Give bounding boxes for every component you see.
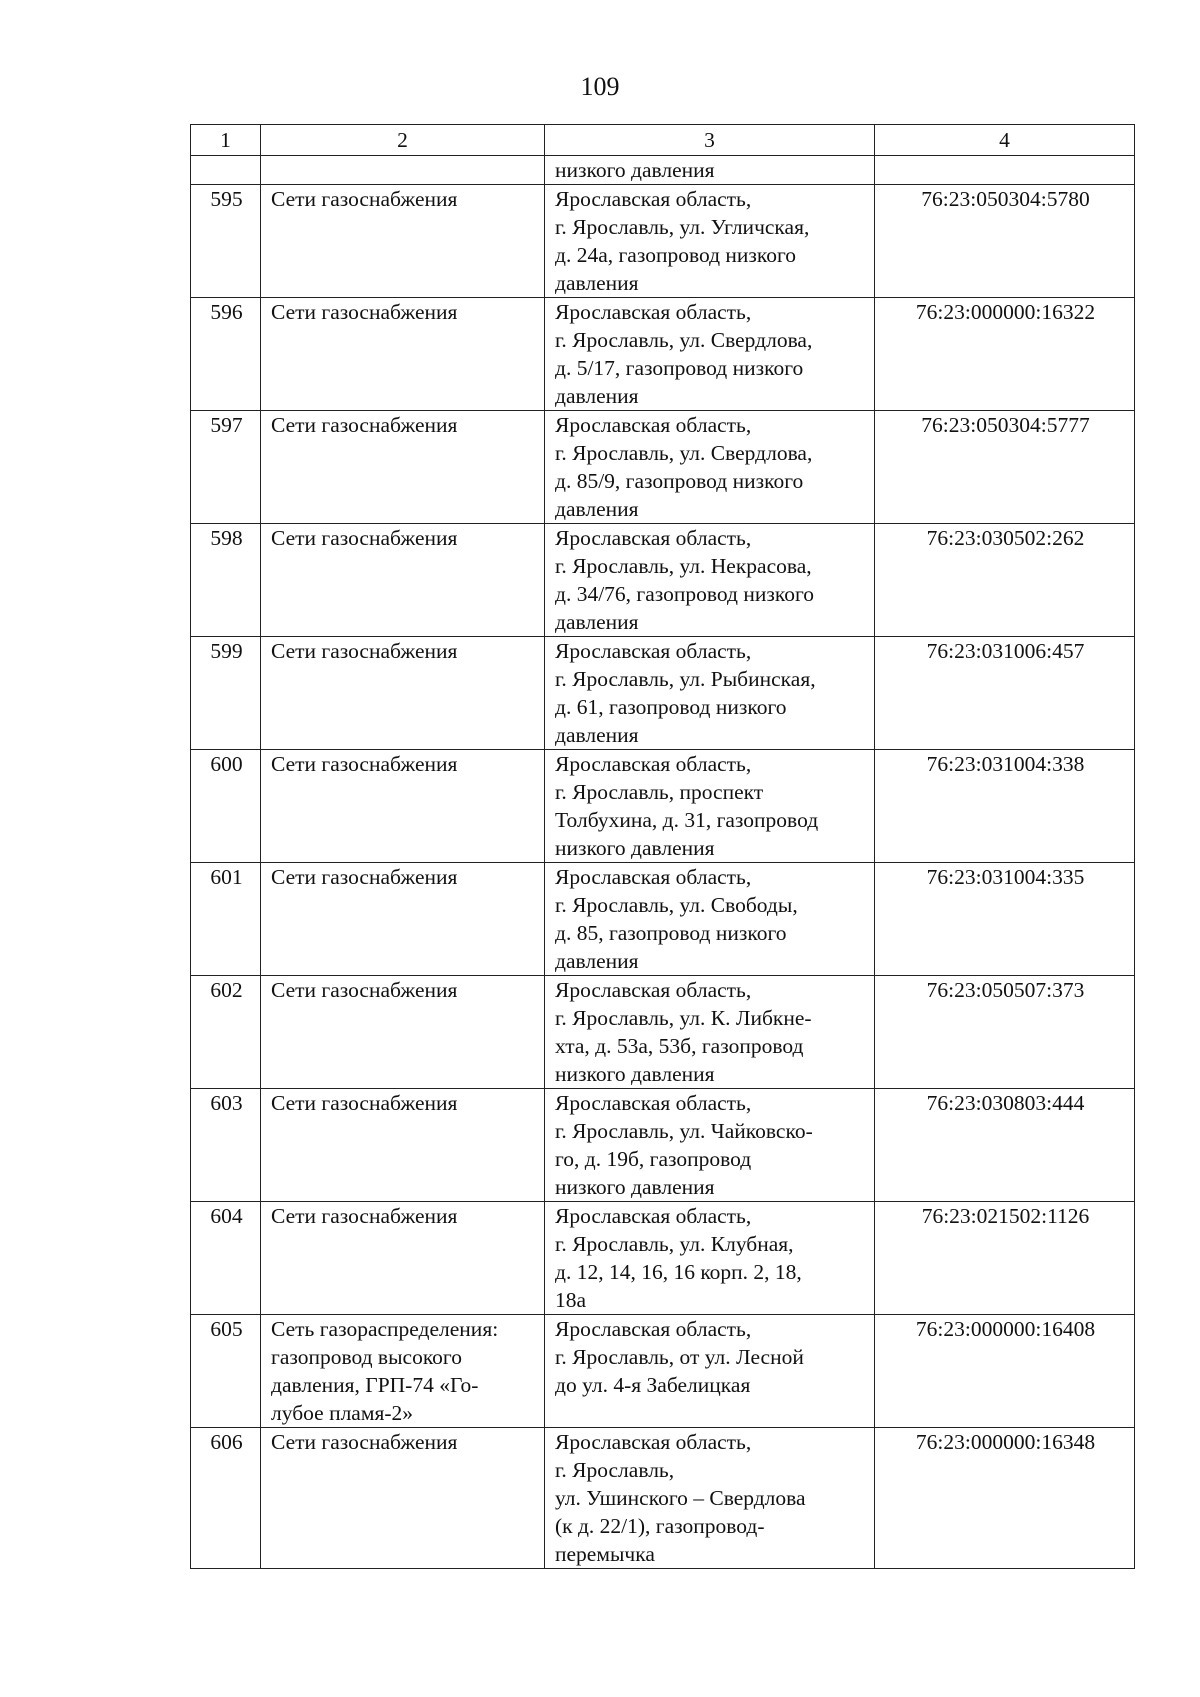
row-number-cell: 597 (191, 411, 261, 524)
address-cell (545, 750, 875, 863)
address-line: Толбухина, д. 31, газопровод (555, 808, 819, 832)
address-cell (545, 524, 875, 637)
object-name-cell (261, 411, 545, 524)
row-number-cell: 598 (191, 524, 261, 637)
carryover-address-line: низкого давления (555, 158, 715, 182)
table-row (191, 1089, 1135, 1202)
address-line: г. Ярославль, ул. Некрасова, (555, 554, 812, 578)
address-cell (545, 863, 875, 976)
table-row (191, 185, 1135, 298)
address-line: г. Ярославль, ул. Свердлова, (555, 441, 813, 465)
table-row (191, 1315, 1135, 1428)
cadastral-number-cell: 76:23:000000:16322 (875, 298, 1135, 411)
row-number-cell: 600 (191, 750, 261, 863)
address-line: Ярославская область, (555, 1204, 752, 1228)
carryover-name-cell (261, 156, 545, 185)
object-name-line: Сети газоснабжения (271, 639, 458, 663)
address-line: Ярославская область, (555, 300, 752, 324)
register-body (191, 156, 1135, 1569)
object-name-line: Сети газоснабжения (271, 187, 458, 211)
table-row (191, 1428, 1135, 1569)
address-line: 18а (555, 1288, 587, 1312)
row-number-cell: 603 (191, 1089, 261, 1202)
cadastral-number-cell: 76:23:031004:338 (875, 750, 1135, 863)
cadastral-number-cell: 76:23:050304:5780 (875, 185, 1135, 298)
address-cell (545, 411, 875, 524)
table-row (191, 863, 1135, 976)
address-line: д. 12, 14, 16, 16 корп. 2, 18, (555, 1260, 802, 1284)
row-number-cell: 599 (191, 637, 261, 750)
object-name-line: Сети газоснабжения (271, 413, 458, 437)
table-row (191, 637, 1135, 750)
address-cell (545, 1315, 875, 1428)
object-name-cell (261, 298, 545, 411)
row-number-cell: 595 (191, 185, 261, 298)
address-line: низкого давления (555, 1062, 715, 1086)
table-row (191, 750, 1135, 863)
object-name-cell (261, 185, 545, 298)
address-line: г. Ярославль, ул. К. Либкне- (555, 1006, 812, 1030)
object-name-line: газопровод высокого (271, 1345, 462, 1369)
address-line: до ул. 4-я Забелицкая (555, 1373, 751, 1397)
row-number-cell: 606 (191, 1428, 261, 1569)
table-row (191, 1202, 1135, 1315)
address-line: г. Ярославль, (555, 1458, 675, 1482)
address-cell (545, 637, 875, 750)
address-line: д. 85/9, газопровод низкого (555, 469, 804, 493)
property-register-table (190, 124, 1135, 1569)
object-name-line: Сети газоснабжения (271, 526, 458, 550)
cadastral-number-cell: 76:23:030803:444 (875, 1089, 1135, 1202)
address-line: г. Ярославль, от ул. Лесной (555, 1345, 804, 1369)
object-name-cell (261, 1428, 545, 1569)
carryover-address-cell (545, 156, 875, 185)
address-line: д. 24а, газопровод низкого (555, 243, 797, 267)
address-line: давления (555, 949, 639, 973)
object-name-line: Сети газоснабжения (271, 1204, 458, 1228)
address-line: Ярославская область, (555, 1317, 752, 1341)
address-line: г. Ярославль, ул. Свердлова, (555, 328, 813, 352)
object-name-line: давления, ГРП-74 «Го- (271, 1373, 479, 1397)
address-cell (545, 298, 875, 411)
address-line: Ярославская область, (555, 1091, 752, 1115)
address-line: (к д. 22/1), газопровод- (555, 1514, 765, 1538)
address-line: ул. Ушинского – Свердлова (555, 1486, 806, 1510)
object-name-cell (261, 750, 545, 863)
row-number-cell: 596 (191, 298, 261, 411)
column-header-1: 1 (191, 125, 261, 156)
address-line: Ярославская область, (555, 865, 752, 889)
row-number-cell: 605 (191, 1315, 261, 1428)
object-name-line: Сети газоснабжения (271, 1091, 458, 1115)
row-number-cell: 601 (191, 863, 261, 976)
address-cell (545, 1089, 875, 1202)
address-line: давления (555, 384, 639, 408)
cadastral-number-cell: 76:23:031006:457 (875, 637, 1135, 750)
address-line: Ярославская область, (555, 978, 752, 1002)
address-cell (545, 1202, 875, 1315)
object-name-cell (261, 1089, 545, 1202)
cadastral-number-cell: 76:23:000000:16408 (875, 1315, 1135, 1428)
cadastral-number-cell: 76:23:050507:373 (875, 976, 1135, 1089)
address-line: го, д. 19б, газопровод (555, 1147, 752, 1171)
address-line: Ярославская область, (555, 413, 752, 437)
object-name-cell (261, 637, 545, 750)
address-line: Ярославская область, (555, 639, 752, 663)
object-name-line: Сети газоснабжения (271, 865, 458, 889)
object-name-cell (261, 976, 545, 1089)
address-line: Ярославская область, (555, 1430, 752, 1454)
address-line: давления (555, 497, 639, 521)
address-line: Ярославская область, (555, 526, 752, 550)
address-line: д. 5/17, газопровод низкого (555, 356, 804, 380)
carryover-cadastral-cell (875, 156, 1135, 185)
address-line: Ярославская область, (555, 187, 752, 211)
address-line: д. 85, газопровод низкого (555, 921, 787, 945)
cadastral-number-cell: 76:23:000000:16348 (875, 1428, 1135, 1569)
cadastral-number-cell: 76:23:021502:1126 (875, 1202, 1135, 1315)
carryover-row (191, 156, 1135, 185)
object-name-line: Сети газоснабжения (271, 978, 458, 1002)
table-row (191, 411, 1135, 524)
address-cell (545, 976, 875, 1089)
table-row (191, 524, 1135, 637)
address-line: давления (555, 271, 639, 295)
address-line: давления (555, 723, 639, 747)
address-line: г. Ярославль, ул. Клубная, (555, 1232, 794, 1256)
address-line: низкого давления (555, 836, 715, 860)
address-line: г. Ярославль, проспект (555, 780, 764, 804)
address-line: Ярославская область, (555, 752, 752, 776)
row-number-cell: 604 (191, 1202, 261, 1315)
address-line: г. Ярославль, ул. Свободы, (555, 893, 798, 917)
object-name-line: Сеть газораспределения: (271, 1317, 499, 1341)
object-name-cell (261, 1202, 545, 1315)
object-name-line: лубое пламя-2» (271, 1401, 413, 1425)
page-number: 109 (580, 72, 620, 101)
address-line: д. 61, газопровод низкого (555, 695, 787, 719)
address-cell (545, 1428, 875, 1569)
cadastral-number-cell: 76:23:031004:335 (875, 863, 1135, 976)
object-name-line: Сети газоснабжения (271, 752, 458, 776)
object-name-line: Сети газоснабжения (271, 300, 458, 324)
cadastral-number-cell: 76:23:050304:5777 (875, 411, 1135, 524)
address-line: перемычка (555, 1542, 655, 1566)
table-row (191, 298, 1135, 411)
column-number-header-row (191, 125, 1135, 156)
address-line: г. Ярославль, ул. Угличская, (555, 215, 810, 239)
address-cell (545, 185, 875, 298)
cadastral-number-cell: 76:23:030502:262 (875, 524, 1135, 637)
carryover-num-cell (191, 156, 261, 185)
table-row (191, 976, 1135, 1089)
object-name-cell (261, 1315, 545, 1428)
address-line: г. Ярославль, ул. Чайковско- (555, 1119, 813, 1143)
column-header-2: 2 (261, 125, 545, 156)
object-name-line: Сети газоснабжения (271, 1430, 458, 1454)
column-header-4: 4 (875, 125, 1135, 156)
object-name-cell (261, 863, 545, 976)
address-line: низкого давления (555, 1175, 715, 1199)
address-line: хта, д. 53а, 53б, газопровод (555, 1034, 804, 1058)
column-header-3: 3 (545, 125, 875, 156)
address-line: г. Ярославль, ул. Рыбинская, (555, 667, 816, 691)
address-line: давления (555, 610, 639, 634)
address-line: д. 34/76, газопровод низкого (555, 582, 814, 606)
object-name-cell (261, 524, 545, 637)
row-number-cell: 602 (191, 976, 261, 1089)
